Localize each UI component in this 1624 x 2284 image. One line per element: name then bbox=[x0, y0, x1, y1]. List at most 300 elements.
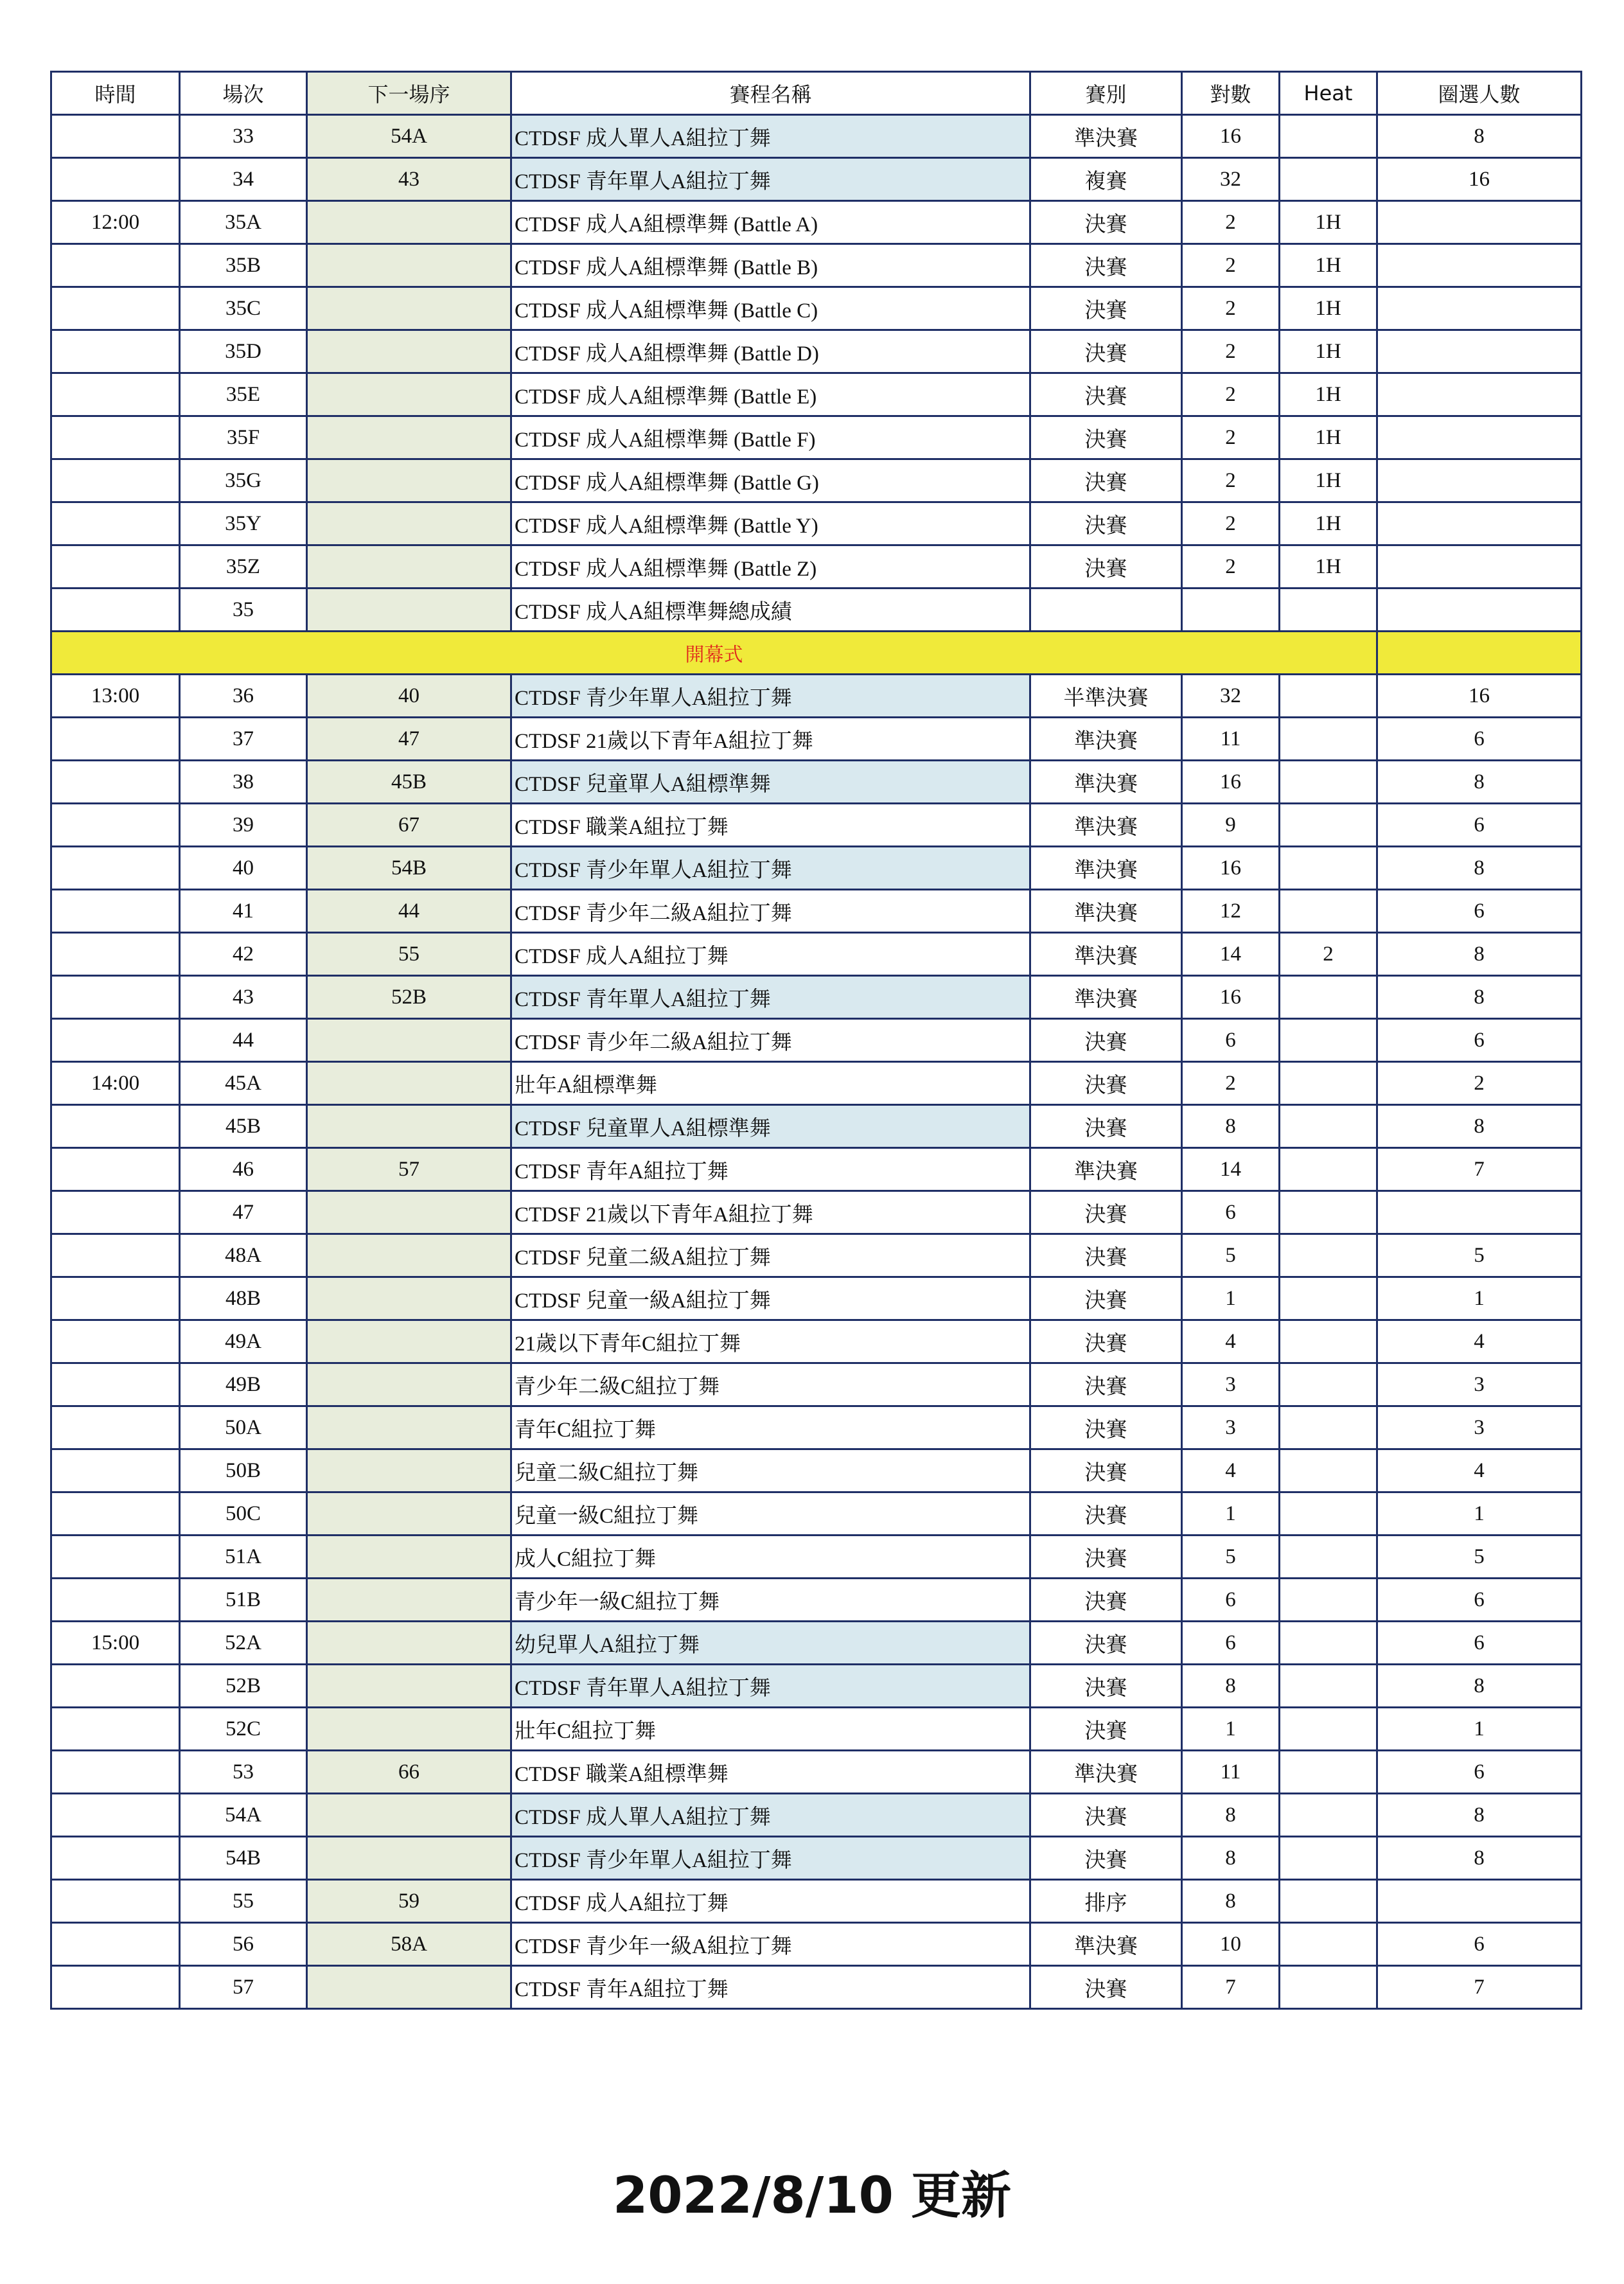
cell-event-name: CTDSF 成人A組標準舞 (Battle G) bbox=[511, 459, 1030, 502]
cell-event-name: CTDSF 青少年二級A組拉丁舞 bbox=[511, 1019, 1030, 1062]
table-row bbox=[51, 1492, 1582, 1536]
cell-round: 35B bbox=[180, 244, 307, 287]
cell-selected: 1 bbox=[1377, 1277, 1582, 1320]
table-row bbox=[51, 1966, 1582, 2009]
table-row bbox=[51, 1019, 1582, 1062]
cell-pairs: 14 bbox=[1182, 933, 1280, 976]
table-row bbox=[51, 976, 1582, 1019]
cell-pairs: 2 bbox=[1182, 1062, 1280, 1105]
cell-pairs: 3 bbox=[1182, 1363, 1280, 1406]
ceremony-row bbox=[51, 632, 1582, 675]
cell-time: 12:00 bbox=[51, 201, 180, 244]
cell-stage: 決賽 bbox=[1030, 1019, 1182, 1062]
cell-round: 49A bbox=[180, 1320, 307, 1363]
cell-pairs: 1 bbox=[1182, 1492, 1280, 1536]
cell-event-name: CTDSF 成人A組標準舞 (Battle B) bbox=[511, 244, 1030, 287]
cell-selected: 6 bbox=[1377, 1622, 1582, 1665]
cell-heat: 1H bbox=[1280, 502, 1377, 545]
header-row bbox=[51, 72, 1582, 115]
cell-heat bbox=[1280, 1277, 1377, 1320]
cell-round: 35Z bbox=[180, 545, 307, 589]
cell-selected bbox=[1377, 589, 1582, 632]
cell-heat: 1H bbox=[1280, 416, 1377, 459]
cell-round: 50B bbox=[180, 1449, 307, 1492]
cell-round: 50A bbox=[180, 1406, 307, 1449]
table-row bbox=[51, 1363, 1582, 1406]
cell-selected bbox=[1377, 1191, 1582, 1234]
cell-round: 44 bbox=[180, 1019, 307, 1062]
cell-stage: 準決賽 bbox=[1030, 847, 1182, 890]
cell-round: 34 bbox=[180, 158, 307, 201]
cell-pairs: 2 bbox=[1182, 330, 1280, 373]
cell-selected bbox=[1377, 632, 1582, 675]
table-row bbox=[51, 373, 1582, 416]
cell-next-round bbox=[307, 1191, 511, 1234]
cell-stage bbox=[1030, 589, 1182, 632]
cell-round: 51A bbox=[180, 1536, 307, 1579]
cell-time bbox=[51, 1277, 180, 1320]
cell-stage: 決賽 bbox=[1030, 1708, 1182, 1751]
cell-next-round: 54B bbox=[307, 847, 511, 890]
cell-stage: 半準決賽 bbox=[1030, 675, 1182, 718]
cell-next-round: 40 bbox=[307, 675, 511, 718]
cell-heat bbox=[1280, 675, 1377, 718]
cell-selected: 1 bbox=[1377, 1492, 1582, 1536]
cell-time bbox=[51, 1708, 180, 1751]
cell-round: 47 bbox=[180, 1191, 307, 1234]
cell-stage: 準決賽 bbox=[1030, 761, 1182, 804]
table-row bbox=[51, 1880, 1582, 1923]
cell-event-name: CTDSF 兒童單人A組標準舞 bbox=[511, 1105, 1030, 1148]
table-row bbox=[51, 1751, 1582, 1794]
cell-event-name: 壯年C組拉丁舞 bbox=[511, 1708, 1030, 1751]
cell-next-round bbox=[307, 1492, 511, 1536]
cell-event-name: CTDSF 成人單人A組拉丁舞 bbox=[511, 115, 1030, 158]
table-row bbox=[51, 1665, 1582, 1708]
cell-stage: 準決賽 bbox=[1030, 890, 1182, 933]
cell-pairs: 16 bbox=[1182, 976, 1280, 1019]
cell-heat bbox=[1280, 1880, 1377, 1923]
cell-stage: 決賽 bbox=[1030, 1492, 1182, 1536]
cell-time bbox=[51, 244, 180, 287]
cell-time bbox=[51, 1492, 180, 1536]
cell-round: 50C bbox=[180, 1492, 307, 1536]
table-row bbox=[51, 1708, 1582, 1751]
cell-time bbox=[51, 287, 180, 330]
table-row bbox=[51, 1794, 1582, 1837]
cell-event-name: CTDSF 青年A組拉丁舞 bbox=[511, 1966, 1030, 2009]
cell-event-name: CTDSF 青年單人A組拉丁舞 bbox=[511, 976, 1030, 1019]
cell-selected: 8 bbox=[1377, 115, 1582, 158]
cell-selected: 6 bbox=[1377, 1579, 1582, 1622]
table-row bbox=[51, 890, 1582, 933]
cell-stage: 準決賽 bbox=[1030, 804, 1182, 847]
cell-stage: 決賽 bbox=[1030, 502, 1182, 545]
cell-stage: 決賽 bbox=[1030, 1234, 1182, 1277]
cell-selected: 8 bbox=[1377, 933, 1582, 976]
cell-time bbox=[51, 933, 180, 976]
cell-stage: 決賽 bbox=[1030, 1837, 1182, 1880]
cell-pairs: 8 bbox=[1182, 1837, 1280, 1880]
cell-next-round bbox=[307, 545, 511, 589]
cell-stage: 決賽 bbox=[1030, 416, 1182, 459]
cell-stage: 決賽 bbox=[1030, 1105, 1182, 1148]
cell-selected: 5 bbox=[1377, 1536, 1582, 1579]
cell-heat: 1H bbox=[1280, 330, 1377, 373]
cell-pairs: 2 bbox=[1182, 373, 1280, 416]
cell-event-name: CTDSF 成人A組標準舞 (Battle E) bbox=[511, 373, 1030, 416]
cell-selected: 6 bbox=[1377, 890, 1582, 933]
cell-event-name: CTDSF 21歲以下青年A組拉丁舞 bbox=[511, 1191, 1030, 1234]
update-date: 2022/8/10 更新 bbox=[612, 2167, 1012, 2225]
cell-selected: 6 bbox=[1377, 804, 1582, 847]
cell-heat: 2 bbox=[1280, 933, 1377, 976]
cell-heat bbox=[1280, 1579, 1377, 1622]
header-time: 時間 bbox=[51, 72, 180, 115]
table-row bbox=[51, 1277, 1582, 1320]
cell-selected: 3 bbox=[1377, 1406, 1582, 1449]
table-row bbox=[51, 115, 1582, 158]
cell-heat bbox=[1280, 1406, 1377, 1449]
cell-stage: 決賽 bbox=[1030, 1665, 1182, 1708]
cell-heat: 1H bbox=[1280, 244, 1377, 287]
cell-time bbox=[51, 976, 180, 1019]
cell-pairs: 5 bbox=[1182, 1234, 1280, 1277]
cell-time bbox=[51, 1148, 180, 1191]
cell-time bbox=[51, 373, 180, 416]
cell-event-name: CTDSF 青年A組拉丁舞 bbox=[511, 1148, 1030, 1191]
table-row bbox=[51, 1320, 1582, 1363]
cell-heat bbox=[1280, 1062, 1377, 1105]
cell-next-round bbox=[307, 287, 511, 330]
cell-selected: 16 bbox=[1377, 158, 1582, 201]
cell-time bbox=[51, 1320, 180, 1363]
cell-selected bbox=[1377, 244, 1582, 287]
cell-event-name: 兒童一級C組拉丁舞 bbox=[511, 1492, 1030, 1536]
cell-round: 45A bbox=[180, 1062, 307, 1105]
table-row bbox=[51, 158, 1582, 201]
cell-round: 38 bbox=[180, 761, 307, 804]
cell-time bbox=[51, 1579, 180, 1622]
cell-selected bbox=[1377, 416, 1582, 459]
cell-round: 51B bbox=[180, 1579, 307, 1622]
cell-selected: 6 bbox=[1377, 1923, 1582, 1966]
cell-stage: 準決賽 bbox=[1030, 1751, 1182, 1794]
cell-heat bbox=[1280, 1708, 1377, 1751]
cell-time bbox=[51, 847, 180, 890]
cell-stage: 決賽 bbox=[1030, 1277, 1182, 1320]
schedule-table bbox=[50, 71, 1582, 2010]
cell-next-round bbox=[307, 502, 511, 545]
cell-heat bbox=[1280, 1320, 1377, 1363]
cell-time bbox=[51, 1019, 180, 1062]
cell-event-name: CTDSF 21歲以下青年A組拉丁舞 bbox=[511, 718, 1030, 761]
cell-pairs: 2 bbox=[1182, 201, 1280, 244]
cell-event-name: CTDSF 職業A組拉丁舞 bbox=[511, 804, 1030, 847]
cell-round: 35 bbox=[180, 589, 307, 632]
cell-event-name: CTDSF 兒童單人A組標準舞 bbox=[511, 761, 1030, 804]
cell-next-round bbox=[307, 1622, 511, 1665]
cell-round: 35F bbox=[180, 416, 307, 459]
cell-next-round: 57 bbox=[307, 1148, 511, 1191]
cell-stage: 決賽 bbox=[1030, 1794, 1182, 1837]
cell-time bbox=[51, 1837, 180, 1880]
cell-event-name: CTDSF 青少年二級A組拉丁舞 bbox=[511, 890, 1030, 933]
header-event-name: 賽程名稱 bbox=[511, 72, 1030, 115]
cell-stage: 決賽 bbox=[1030, 1320, 1182, 1363]
cell-pairs: 11 bbox=[1182, 1751, 1280, 1794]
cell-pairs: 10 bbox=[1182, 1923, 1280, 1966]
table-row bbox=[51, 1105, 1582, 1148]
cell-stage: 排序 bbox=[1030, 1880, 1182, 1923]
cell-heat bbox=[1280, 1234, 1377, 1277]
cell-round: 36 bbox=[180, 675, 307, 718]
cell-event-name: CTDSF 兒童一級A組拉丁舞 bbox=[511, 1277, 1030, 1320]
cell-time bbox=[51, 1406, 180, 1449]
cell-heat: 1H bbox=[1280, 545, 1377, 589]
cell-next-round bbox=[307, 1406, 511, 1449]
cell-selected: 6 bbox=[1377, 1019, 1582, 1062]
cell-pairs: 32 bbox=[1182, 158, 1280, 201]
cell-next-round: 54A bbox=[307, 115, 511, 158]
table-row bbox=[51, 804, 1582, 847]
cell-round: 49B bbox=[180, 1363, 307, 1406]
table-row bbox=[51, 416, 1582, 459]
cell-next-round bbox=[307, 459, 511, 502]
cell-event-name: CTDSF 成人A組標準舞總成績 bbox=[511, 589, 1030, 632]
header-stage: 賽別 bbox=[1030, 72, 1182, 115]
cell-next-round bbox=[307, 330, 511, 373]
cell-event-name: CTDSF 青年單人A組拉丁舞 bbox=[511, 1665, 1030, 1708]
cell-pairs: 8 bbox=[1182, 1880, 1280, 1923]
cell-time bbox=[51, 1665, 180, 1708]
cell-heat bbox=[1280, 804, 1377, 847]
table-row bbox=[51, 589, 1582, 632]
cell-round: 37 bbox=[180, 718, 307, 761]
cell-round: 48B bbox=[180, 1277, 307, 1320]
cell-event-name: 21歲以下青年C組拉丁舞 bbox=[511, 1320, 1030, 1363]
cell-heat bbox=[1280, 1966, 1377, 2009]
cell-pairs: 3 bbox=[1182, 1406, 1280, 1449]
cell-time: 14:00 bbox=[51, 1062, 180, 1105]
cell-selected: 8 bbox=[1377, 761, 1582, 804]
cell-event-name: 兒童二級C組拉丁舞 bbox=[511, 1449, 1030, 1492]
cell-time bbox=[51, 1880, 180, 1923]
cell-heat bbox=[1280, 1191, 1377, 1234]
cell-event-name: 青少年一級C組拉丁舞 bbox=[511, 1579, 1030, 1622]
cell-stage: 決賽 bbox=[1030, 373, 1182, 416]
cell-next-round bbox=[307, 201, 511, 244]
cell-next-round: 52B bbox=[307, 976, 511, 1019]
cell-stage: 準決賽 bbox=[1030, 976, 1182, 1019]
cell-selected: 1 bbox=[1377, 1708, 1582, 1751]
table-row bbox=[51, 933, 1582, 976]
cell-event-name: 青年C組拉丁舞 bbox=[511, 1406, 1030, 1449]
cell-next-round bbox=[307, 1665, 511, 1708]
cell-heat bbox=[1280, 761, 1377, 804]
cell-event-name: CTDSF 青少年一級A組拉丁舞 bbox=[511, 1923, 1030, 1966]
header-round: 場次 bbox=[180, 72, 307, 115]
header-pairs: 對數 bbox=[1182, 72, 1280, 115]
cell-time bbox=[51, 1536, 180, 1579]
cell-selected: 8 bbox=[1377, 1665, 1582, 1708]
cell-selected: 7 bbox=[1377, 1148, 1582, 1191]
cell-round: 35Y bbox=[180, 502, 307, 545]
cell-pairs bbox=[1182, 589, 1280, 632]
cell-pairs: 6 bbox=[1182, 1019, 1280, 1062]
cell-next-round bbox=[307, 1966, 511, 2009]
cell-event-name: CTDSF 成人A組標準舞 (Battle A) bbox=[511, 201, 1030, 244]
cell-pairs: 2 bbox=[1182, 287, 1280, 330]
cell-round: 52A bbox=[180, 1622, 307, 1665]
cell-pairs: 7 bbox=[1182, 1966, 1280, 2009]
cell-stage: 決賽 bbox=[1030, 287, 1182, 330]
cell-pairs: 8 bbox=[1182, 1794, 1280, 1837]
cell-heat bbox=[1280, 1449, 1377, 1492]
table-row bbox=[51, 1536, 1582, 1579]
cell-heat bbox=[1280, 1622, 1377, 1665]
cell-pairs: 9 bbox=[1182, 804, 1280, 847]
cell-stage: 準決賽 bbox=[1030, 1148, 1182, 1191]
cell-pairs: 1 bbox=[1182, 1708, 1280, 1751]
cell-selected: 6 bbox=[1377, 718, 1582, 761]
cell-heat bbox=[1280, 1665, 1377, 1708]
cell-next-round: 58A bbox=[307, 1923, 511, 1966]
cell-heat bbox=[1280, 1794, 1377, 1837]
cell-event-name: CTDSF 職業A組標準舞 bbox=[511, 1751, 1030, 1794]
cell-stage: 準決賽 bbox=[1030, 1923, 1182, 1966]
cell-event-name: CTDSF 成人A組標準舞 (Battle C) bbox=[511, 287, 1030, 330]
cell-heat bbox=[1280, 1923, 1377, 1966]
cell-pairs: 2 bbox=[1182, 459, 1280, 502]
cell-selected: 8 bbox=[1377, 847, 1582, 890]
cell-event-name: 青少年二級C組拉丁舞 bbox=[511, 1363, 1030, 1406]
cell-stage: 決賽 bbox=[1030, 545, 1182, 589]
cell-heat bbox=[1280, 1019, 1377, 1062]
cell-stage: 複賽 bbox=[1030, 158, 1182, 201]
cell-time bbox=[51, 115, 180, 158]
cell-pairs: 1 bbox=[1182, 1277, 1280, 1320]
cell-stage: 決賽 bbox=[1030, 1363, 1182, 1406]
cell-selected: 2 bbox=[1377, 1062, 1582, 1105]
cell-stage: 決賽 bbox=[1030, 1062, 1182, 1105]
cell-stage: 決賽 bbox=[1030, 1536, 1182, 1579]
cell-heat bbox=[1280, 1492, 1377, 1536]
table-row bbox=[51, 1191, 1582, 1234]
cell-round: 35E bbox=[180, 373, 307, 416]
cell-time bbox=[51, 330, 180, 373]
cell-stage: 準決賽 bbox=[1030, 115, 1182, 158]
table-row bbox=[51, 675, 1582, 718]
cell-round: 52C bbox=[180, 1708, 307, 1751]
table-row bbox=[51, 1622, 1582, 1665]
cell-next-round: 43 bbox=[307, 158, 511, 201]
cell-event-name: 成人C組拉丁舞 bbox=[511, 1536, 1030, 1579]
cell-next-round: 59 bbox=[307, 1880, 511, 1923]
cell-next-round bbox=[307, 1536, 511, 1579]
cell-event-name: CTDSF 成人A組標準舞 (Battle Y) bbox=[511, 502, 1030, 545]
table-row bbox=[51, 330, 1582, 373]
cell-round: 33 bbox=[180, 115, 307, 158]
cell-next-round bbox=[307, 1449, 511, 1492]
cell-next-round: 66 bbox=[307, 1751, 511, 1794]
cell-next-round bbox=[307, 1794, 511, 1837]
cell-event-name: CTDSF 成人A組標準舞 (Battle F) bbox=[511, 416, 1030, 459]
cell-pairs: 8 bbox=[1182, 1665, 1280, 1708]
cell-time bbox=[51, 718, 180, 761]
cell-time bbox=[51, 1105, 180, 1148]
cell-round: 35A bbox=[180, 201, 307, 244]
cell-event-name: CTDSF 成人A組標準舞 (Battle Z) bbox=[511, 545, 1030, 589]
cell-selected bbox=[1377, 459, 1582, 502]
cell-event-name: CTDSF 青少年單人A組拉丁舞 bbox=[511, 847, 1030, 890]
cell-selected bbox=[1377, 287, 1582, 330]
cell-heat bbox=[1280, 1837, 1377, 1880]
cell-time bbox=[51, 804, 180, 847]
header-selected: 圈選人數 bbox=[1377, 72, 1582, 115]
cell-selected: 4 bbox=[1377, 1320, 1582, 1363]
cell-selected: 8 bbox=[1377, 1794, 1582, 1837]
cell-pairs: 6 bbox=[1182, 1579, 1280, 1622]
table-row bbox=[51, 1062, 1582, 1105]
cell-time: 13:00 bbox=[51, 675, 180, 718]
cell-pairs: 8 bbox=[1182, 1105, 1280, 1148]
cell-heat bbox=[1280, 589, 1377, 632]
cell-selected bbox=[1377, 201, 1582, 244]
cell-heat bbox=[1280, 1751, 1377, 1794]
cell-next-round: 45B bbox=[307, 761, 511, 804]
cell-pairs: 16 bbox=[1182, 115, 1280, 158]
cell-stage: 決賽 bbox=[1030, 459, 1182, 502]
cell-time bbox=[51, 1234, 180, 1277]
cell-heat bbox=[1280, 115, 1377, 158]
cell-event-name: CTDSF 成人A組拉丁舞 bbox=[511, 933, 1030, 976]
cell-heat bbox=[1280, 847, 1377, 890]
table-row bbox=[51, 459, 1582, 502]
table-row bbox=[51, 761, 1582, 804]
cell-selected: 8 bbox=[1377, 1105, 1582, 1148]
cell-heat: 1H bbox=[1280, 373, 1377, 416]
cell-time bbox=[51, 158, 180, 201]
cell-event-name: 壯年A組標準舞 bbox=[511, 1062, 1030, 1105]
cell-time bbox=[51, 1751, 180, 1794]
cell-stage: 決賽 bbox=[1030, 1406, 1182, 1449]
table-row bbox=[51, 847, 1582, 890]
cell-stage: 準決賽 bbox=[1030, 933, 1182, 976]
cell-round: 35D bbox=[180, 330, 307, 373]
cell-time bbox=[51, 1449, 180, 1492]
cell-next-round bbox=[307, 373, 511, 416]
cell-round: 56 bbox=[180, 1923, 307, 1966]
cell-next-round bbox=[307, 1277, 511, 1320]
cell-selected bbox=[1377, 1880, 1582, 1923]
cell-event-name: CTDSF 青少年單人A組拉丁舞 bbox=[511, 1837, 1030, 1880]
cell-stage: 決賽 bbox=[1030, 1579, 1182, 1622]
cell-stage: 決賽 bbox=[1030, 1622, 1182, 1665]
cell-selected bbox=[1377, 330, 1582, 373]
cell-next-round: 47 bbox=[307, 718, 511, 761]
cell-time bbox=[51, 545, 180, 589]
table-row bbox=[51, 1449, 1582, 1492]
cell-round: 39 bbox=[180, 804, 307, 847]
cell-time bbox=[51, 416, 180, 459]
cell-time bbox=[51, 1923, 180, 1966]
cell-stage: 準決賽 bbox=[1030, 718, 1182, 761]
cell-round: 35C bbox=[180, 287, 307, 330]
cell-round: 57 bbox=[180, 1966, 307, 2009]
cell-time bbox=[51, 1794, 180, 1837]
cell-time bbox=[51, 761, 180, 804]
